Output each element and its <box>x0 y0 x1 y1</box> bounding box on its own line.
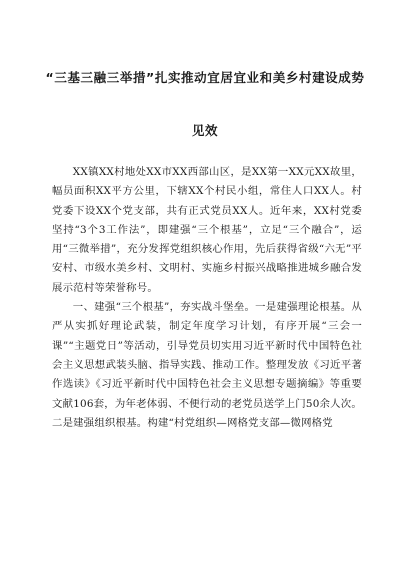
document-title-line-2: 见效 <box>191 123 219 138</box>
document-title-line-1: “三基三融三举措”扎实推动宜居宜业和美乡村建设成势 <box>45 70 365 85</box>
section-one-paragraph: 一、建强“三个根基”，夯实战斗堡垒。一是建强理论根基。从严从实抓好理论武装，制定年度学习计划，有序开展“三会一课”“主题党日”等活动，引导党员切实用习近平新时代中国特色社会主义思想武装头脑、指导实践、推动工作。整理发放《习近平著作选读》《习近平新时代中国特色社会主义思想专题摘编》等重要文献106套，为年老体弱、不便行动的老党员送学上门50余人次。二是建强组织根基。构建“村党组织—网格党支部—微网格党 <box>52 301 362 429</box>
document-body <box>52 163 362 433</box>
intro-paragraph: XX镇XX村地处XX市XX西部山区，是XX第一XX元XX故里，幅员面积XX平方公里，下辖XX个村民小组，常住人口XX人。村党委下设XX个党支部，共有正式党员XX人。近年来，XX村党委坚持“3个3工作法”，即建强“三个根基”，立足“三个融合”，运用“三微举措”，充分发挥党组织核心作用，先后获得省级“六无”平安村、市级水美乡村、文明村、实施乡村振兴战略推进城乡融合发展示范村等荣誉称号。 <box>52 166 362 294</box>
